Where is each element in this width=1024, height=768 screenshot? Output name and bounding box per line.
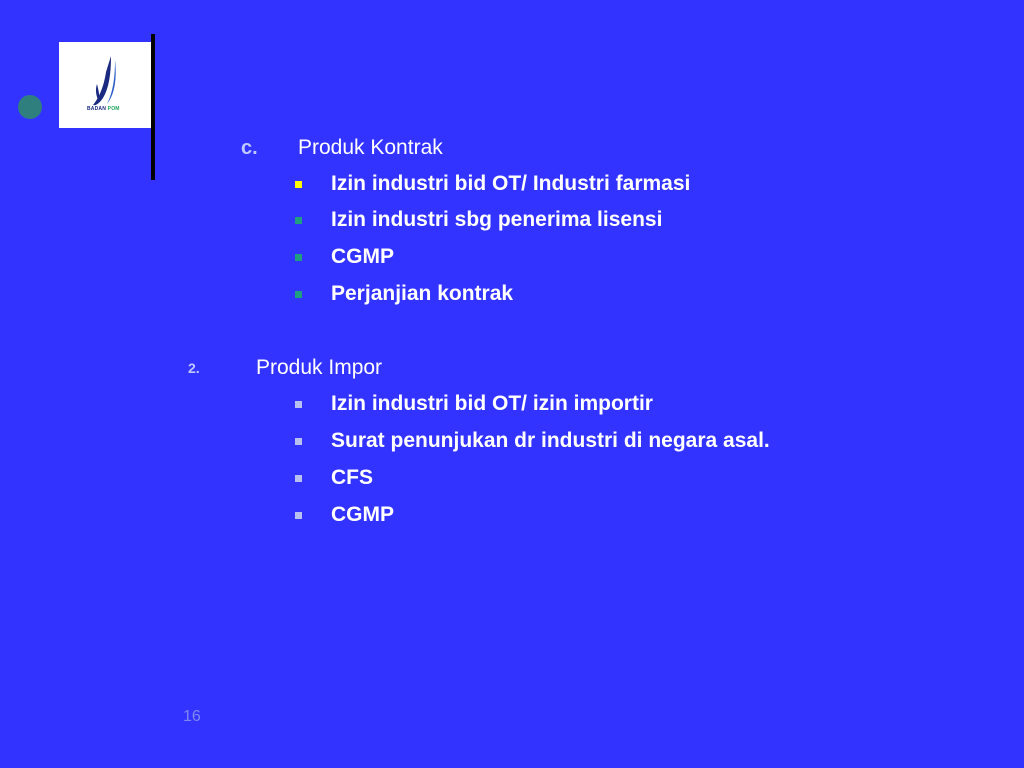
list-item: Perjanjian kontrak [331, 282, 514, 305]
list-item: Izin industri bid OT/ izin importir [331, 392, 653, 415]
bullet-square-icon [295, 475, 302, 482]
badan-pom-logo [59, 42, 154, 128]
decorative-dot [18, 95, 42, 119]
section-c-title: Produk Kontrak [298, 136, 443, 159]
list-item: Izin industri bid OT/ Industri farmasi [331, 172, 691, 195]
logo-text-pom: POM [107, 106, 120, 112]
list-item: CFS [331, 466, 373, 489]
section-2-marker: 2. [188, 360, 200, 376]
list-item: CGMP [331, 503, 394, 526]
list-item: Surat penunjukan dr industri di negara asal. [331, 429, 770, 452]
logo-emblem-icon [59, 42, 154, 128]
section-c-marker: c. [241, 137, 258, 159]
list-item: Izin industri sbg penerima lisensi [331, 208, 663, 231]
bullet-square-icon [295, 254, 302, 261]
section-2-title: Produk Impor [256, 356, 383, 379]
logo-wordmark [87, 106, 120, 112]
bullet-square-icon [295, 217, 302, 224]
vertical-divider [151, 34, 155, 180]
bullet-square-icon [295, 291, 302, 298]
bullet-square-icon [295, 512, 302, 519]
bullet-square-icon [295, 401, 302, 408]
bullet-square-icon [295, 181, 302, 188]
logo-text-badan: BADAN [87, 106, 107, 112]
list-item: CGMP [331, 245, 394, 268]
bullet-square-icon [295, 438, 302, 445]
slide-number: 16 [183, 708, 201, 725]
